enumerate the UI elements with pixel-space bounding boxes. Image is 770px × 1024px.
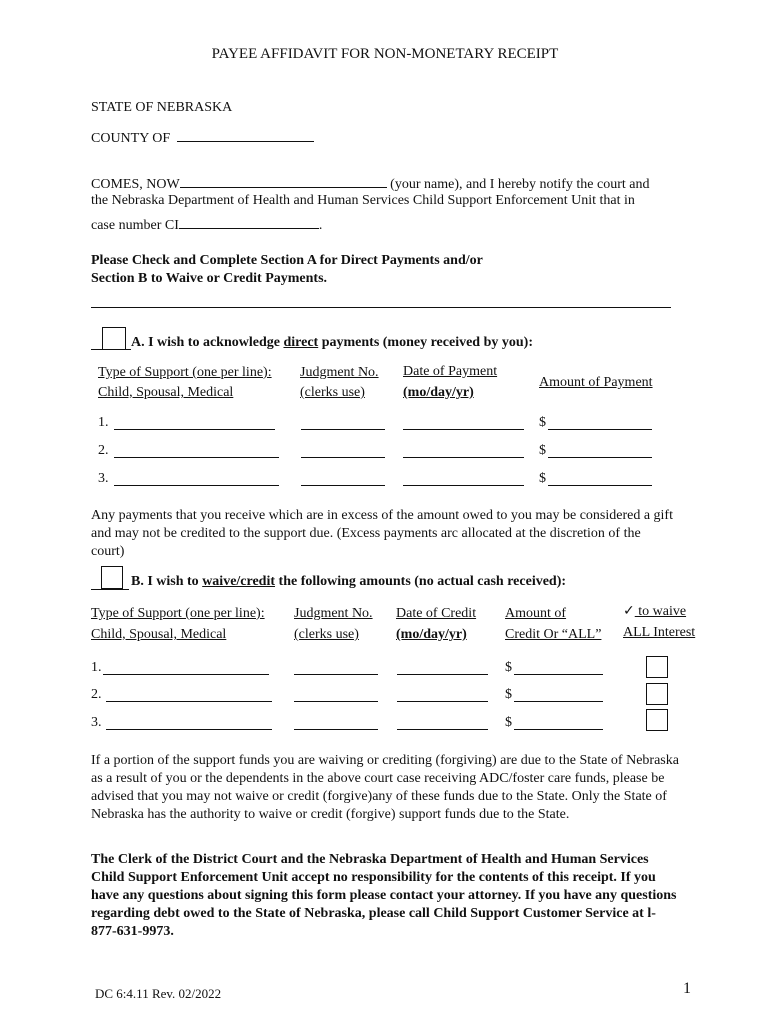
instruction-line-1: Please Check and Complete Section A for Direct Payments and/or (91, 253, 483, 268)
a-row-3-type-field[interactable] (114, 485, 279, 486)
b-row-2-amount-field[interactable] (514, 701, 603, 702)
your-name-field[interactable] (180, 173, 387, 188)
instruction-line-2: Section B to Waive or Credit Payments. (91, 271, 328, 286)
a-row-1-amount-field[interactable] (548, 429, 652, 430)
b-row-1-currency: $ (505, 660, 512, 675)
county-field[interactable] (177, 127, 314, 142)
b-col-date-1: Date of Credit (396, 606, 477, 621)
county-row (91, 127, 314, 147)
a-row-2-judgment-field[interactable] (301, 457, 385, 458)
a-row-1-date-field[interactable] (403, 429, 524, 430)
comes-now-label: COMES, NOW (91, 177, 180, 192)
case-number-field[interactable] (179, 214, 319, 229)
a-row-2-currency: $ (539, 443, 546, 458)
section-a-direct: direct (283, 335, 319, 350)
a-row-2-date-field[interactable] (403, 457, 524, 458)
b-col-type-1: Type of Support (one per line): (91, 606, 265, 621)
case-number-label: case number CI (91, 218, 179, 233)
b-row-3-waive-checkbox[interactable] (646, 709, 668, 731)
a-row-3-amount-field[interactable] (548, 485, 652, 486)
excess-note: Any payments that you receive which are in excess of the amount owed to you may be considered a gift and may not be credited to the support due. (Excess payments arc allocated at the discretion of the court) (91, 508, 673, 559)
a-row-3-currency: $ (539, 471, 546, 486)
section-b-check-underline (91, 589, 129, 590)
b-row-2-waive-checkbox[interactable] (646, 683, 668, 705)
a-row-3-judgment-field[interactable] (301, 485, 385, 486)
b-row-2-currency: $ (505, 687, 512, 702)
a-col-type-2: Child, Spousal, Medical (98, 385, 234, 400)
a-row-2-type-field[interactable] (114, 457, 279, 458)
section-a-heading: A. I wish to acknowledge direct payments (money received by you): (131, 335, 533, 350)
section-b-waive-credit: waive/credit (202, 574, 276, 589)
b-row-1-amount-field[interactable] (514, 674, 603, 675)
case-number-row (91, 214, 322, 234)
checkmark-icon: ✓ (623, 603, 635, 619)
b-row-2-label: 2. (91, 687, 102, 702)
state-portion-note: If a portion of the support funds you are waiving or crediting (forgiving) are due to the State of Nebraska as a result of you or the dependents in the above court case receiving ADC/foster care funds, please be advised that you may not waive or credit (forgive)any of these funds due to the State. Only the State of Nebraska has the authority to waive or credit (forgive) support funds due to the State. (91, 753, 679, 822)
a-row-1-label: 1. (98, 415, 109, 430)
a-row-3-date-field[interactable] (403, 485, 524, 486)
b-col-amount-1: Amount of (505, 606, 567, 621)
b-col-type-2: Child, Spousal, Medical (91, 627, 227, 642)
b-row-2-date-field[interactable] (397, 701, 488, 702)
a-col-date-2: (mo/day/yr) (403, 385, 474, 400)
clerk-note: The Clerk of the District Court and the Nebraska Department of Health and Human Services Child Support Enforcement Unit accept no responsibility for the contents of this receipt. If you have any questions about signing this form please contact your attorney. If you have any questions regarding debt owed to the State of Nebraska, please call Child Support Customer Service at l-877-631-9973. (91, 852, 677, 939)
b-col-date-2: (mo/day/yr) (396, 627, 467, 642)
b-row-1-type-field[interactable] (103, 674, 269, 675)
b-row-2-judgment-field[interactable] (294, 701, 378, 702)
a-row-2-amount-field[interactable] (548, 457, 652, 458)
b-row-3-label: 3. (91, 715, 102, 730)
b-row-1-judgment-field[interactable] (294, 674, 378, 675)
b-col-amount-2: Credit Or “ALL” (505, 627, 602, 642)
case-number-end: . (318, 218, 323, 233)
b-row-3-currency: $ (505, 715, 512, 730)
form-number: DC 6:4.11 Rev. 02/2022 (95, 986, 222, 1001)
section-b-checkbox[interactable] (101, 566, 123, 589)
your-name-hint: (your name), and I hereby notify the court and (390, 177, 650, 192)
b-col-waive-1: ✓ to waive (623, 603, 687, 619)
state-label: STATE OF NEBRASKA (91, 100, 233, 115)
page-title: PAYEE AFFIDAVIT FOR NON-MONETARY RECEIPT (211, 46, 559, 62)
county-label: COUNTY OF (91, 131, 171, 146)
b-row-3-date-field[interactable] (397, 729, 488, 730)
a-col-judgment-2: (clerks use) (300, 385, 365, 400)
b-row-1-label: 1. (91, 660, 102, 675)
b-row-1-waive-checkbox[interactable] (646, 656, 668, 678)
a-row-3-label: 3. (98, 471, 109, 486)
comes-now-row (91, 173, 649, 193)
a-col-type-1: Type of Support (one per line): (98, 365, 272, 380)
b-row-2-type-field[interactable] (106, 701, 272, 702)
divider (91, 307, 671, 308)
b-row-1-date-field[interactable] (397, 674, 488, 675)
a-col-amount: Amount of Payment (539, 375, 653, 390)
intro-line-2: the Nebraska Department of Health and Human Services Child Support Enforcement Unit that in (91, 193, 635, 208)
a-row-1-judgment-field[interactable] (301, 429, 385, 430)
a-row-1-type-field[interactable] (114, 429, 275, 430)
b-row-3-type-field[interactable] (106, 729, 272, 730)
b-col-judgment-1: Judgment No. (294, 606, 373, 621)
a-col-judgment-1: Judgment No. (300, 365, 379, 380)
b-col-judgment-2: (clerks use) (294, 627, 359, 642)
b-row-3-judgment-field[interactable] (294, 729, 378, 730)
a-row-2-label: 2. (98, 443, 109, 458)
a-row-1-currency: $ (539, 415, 546, 430)
a-col-date-1: Date of Payment (403, 364, 498, 379)
section-b-heading: B. I wish to waive/credit the following amounts (no actual cash received): (131, 574, 567, 589)
b-col-waive-2: ALL Interest (623, 625, 696, 640)
b-row-3-amount-field[interactable] (514, 729, 603, 730)
page-number: 1 (683, 980, 691, 997)
section-a-checkbox[interactable] (102, 327, 126, 350)
